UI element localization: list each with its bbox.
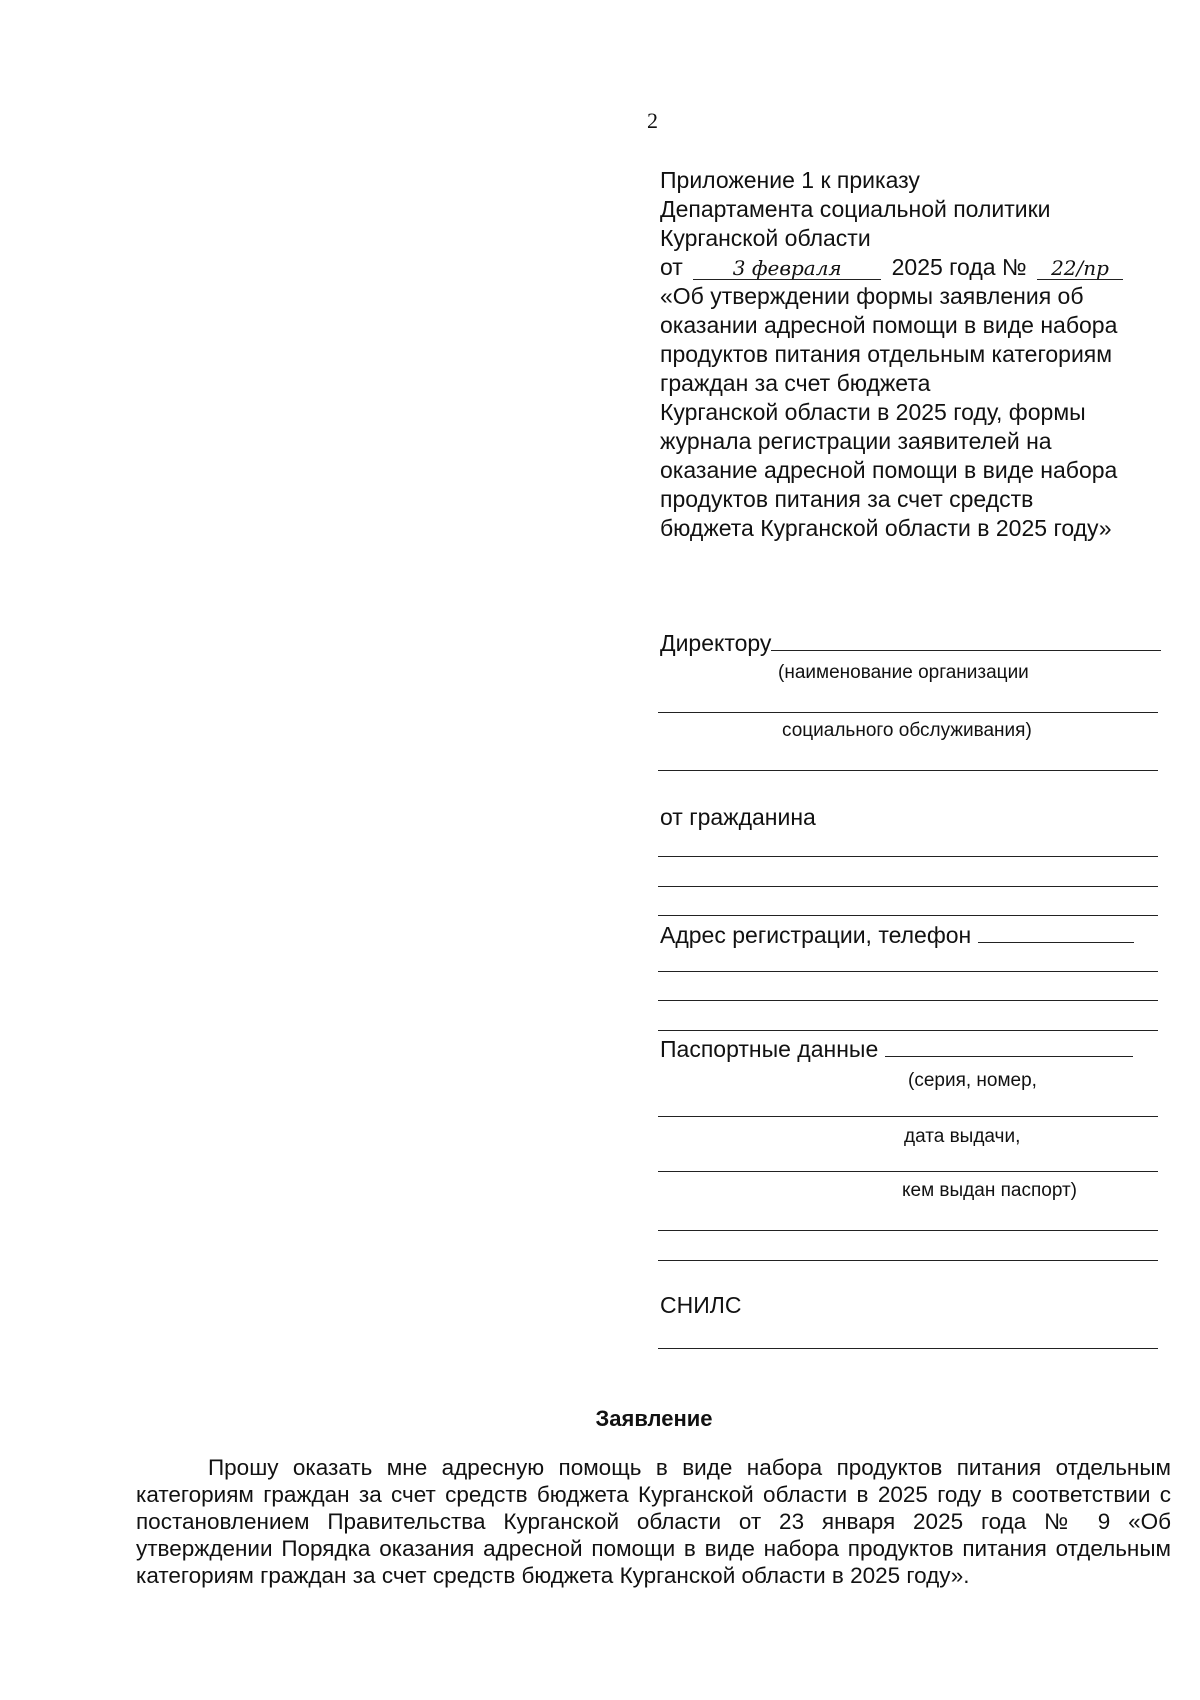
snils-line[interactable]: [658, 1348, 1158, 1349]
passport-field[interactable]: [660, 1036, 1133, 1063]
appendix-line: журнала регистрации заявителей на: [660, 428, 1052, 454]
appendix-line: оказании адресной помощи в виде набора: [660, 312, 1118, 338]
org-hint: (наименование организации: [778, 662, 1029, 683]
address-line[interactable]: [658, 1030, 1158, 1031]
appendix-line: Курганской области в 2025 году, формы: [660, 399, 1086, 425]
passport-hint: кем выдан паспорт): [902, 1180, 1077, 1201]
appendix-line: «Об утверждении формы заявления об: [660, 283, 1084, 309]
passport-hint: дата выдачи,: [904, 1126, 1021, 1147]
org-line[interactable]: [658, 770, 1158, 771]
address-label: Адрес регистрации, телефон: [660, 922, 972, 948]
director-blank[interactable]: [771, 630, 1161, 651]
appendix-line: Приложение 1 к приказу: [660, 167, 920, 193]
handwritten-order-number: 22/пр: [1037, 257, 1123, 280]
appendix-line: продуктов питания за счет средств: [660, 486, 1034, 512]
address-line[interactable]: [658, 1000, 1158, 1001]
statement-title: Заявление: [595, 1406, 713, 1431]
page-number: 2: [647, 108, 658, 133]
appendix-line: оказание адресной помощи в виде набора: [660, 457, 1118, 483]
appendix-line: граждан за счет бюджета: [660, 370, 931, 396]
appendix-line: Департамента социальной политики: [660, 196, 1051, 222]
date-middle: 2025 года №: [891, 254, 1027, 280]
passport-label: Паспортные данные: [660, 1036, 879, 1062]
order-date-line: [660, 253, 1180, 282]
citizen-line[interactable]: [658, 915, 1158, 916]
snils-label: СНИЛС: [660, 1292, 742, 1318]
date-prefix: от: [660, 254, 683, 280]
org-hint: социального обслуживания): [782, 720, 1032, 741]
statement-body: [136, 1454, 1171, 1589]
passport-blank[interactable]: [885, 1036, 1133, 1057]
appendix-line: бюджета Курганской области в 2025 году»: [660, 515, 1112, 541]
passport-line[interactable]: [658, 1116, 1158, 1117]
passport-hint: (серия, номер,: [908, 1070, 1037, 1091]
citizen-line[interactable]: [658, 856, 1158, 857]
passport-line[interactable]: [658, 1260, 1158, 1261]
appendix-header: [660, 166, 1180, 543]
citizen-label: от гражданина: [660, 804, 816, 830]
appendix-line: Курганской области: [660, 225, 871, 251]
director-label: Директору: [660, 630, 772, 656]
address-blank[interactable]: [978, 922, 1134, 943]
org-line[interactable]: [658, 712, 1158, 713]
address-line[interactable]: [658, 971, 1158, 972]
citizen-line[interactable]: [658, 886, 1158, 887]
director-field[interactable]: [660, 630, 1161, 657]
passport-line[interactable]: [658, 1230, 1158, 1231]
passport-line[interactable]: [658, 1171, 1158, 1172]
statement-text: Прошу оказать мне адресную помощь в виде набора продуктов питания отдельным категориям граждан за счет средств бюджета Курганской области в 2025 году в соответствии с постановлением Правительства Курганской области от 23 января 2025 года № 9 «Об утверждении Порядка оказания адресной помощи в виде набора продуктов питания отдельным категориям граждан за счет средств бюджета Курганской области в 2025 году».: [136, 1455, 1171, 1588]
appendix-line: продуктов питания отдельным категориям: [660, 341, 1113, 367]
address-field[interactable]: [660, 922, 1134, 949]
handwritten-date: 3 февраля: [693, 257, 881, 280]
